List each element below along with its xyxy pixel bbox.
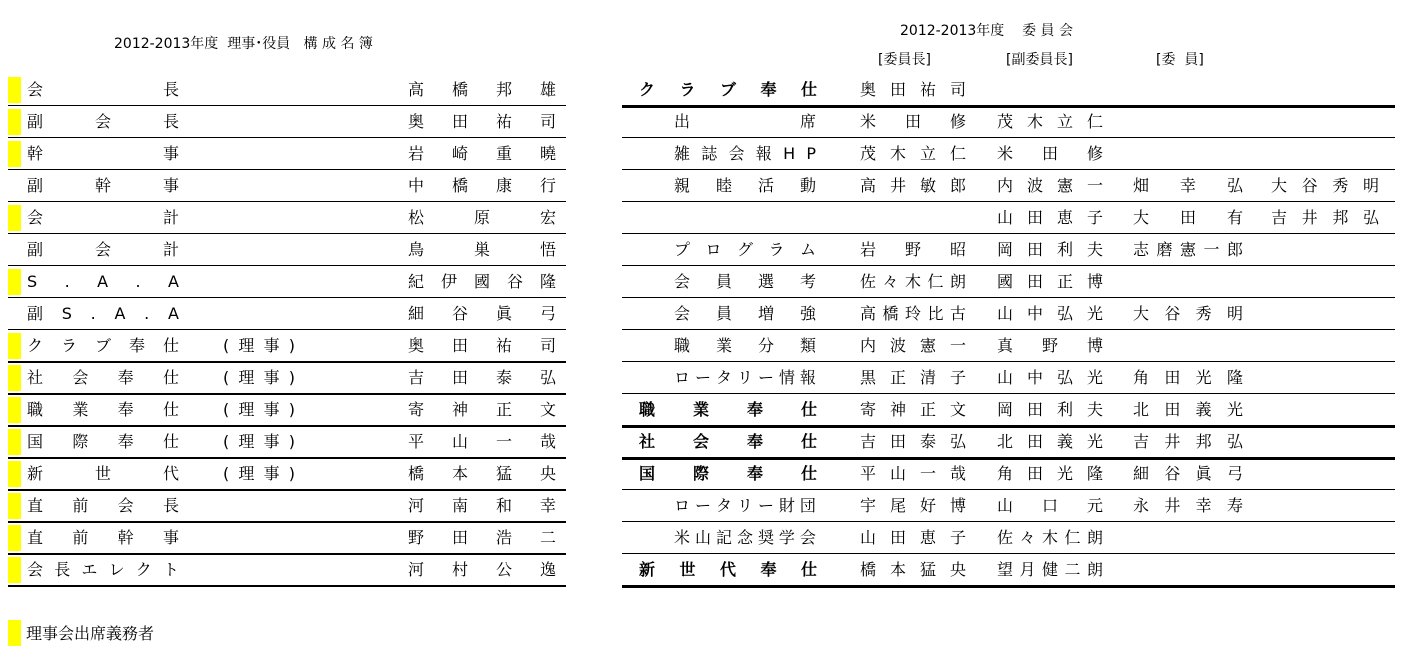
committee-row — [622, 105, 1395, 138]
committee-member-name: 北 田 義 光 — [997, 432, 1103, 451]
required-attendee-marker — [8, 77, 21, 103]
required-attendee-marker — [8, 557, 21, 583]
committee-member-name: 望 月 健 二 朗 — [997, 560, 1103, 579]
committee-category: 社 会 奉 仕 — [639, 432, 817, 451]
board-member-name: 橋 本 猛 央 — [408, 464, 556, 483]
board-note: ( 理 事 ) — [223, 368, 295, 387]
board-note: ( 理 事 ) — [223, 400, 295, 419]
committee-member-name: 佐 々 木 仁 朗 — [860, 272, 966, 291]
committee-subgroup: 会 員 増 強 — [674, 304, 816, 323]
board-position: ク ラ ブ 奉 仕 — [27, 336, 179, 355]
committee-member-name: 角 田 光 隆 — [997, 464, 1103, 483]
board-member-name: 高 橋 邦 雄 — [408, 80, 556, 99]
committee-row — [622, 393, 1395, 428]
committee-subgroup: 雑 誌 会 報 H P — [674, 144, 816, 163]
committee-title: 2012-2013年度 委 員 会 — [900, 23, 1074, 39]
required-attendee-marker — [8, 397, 21, 423]
board-position: 直 前 会 長 — [27, 496, 179, 515]
committee-member-name: 佐 々 木 仁 朗 — [997, 528, 1103, 547]
committee-row — [622, 553, 1395, 588]
board-member-name: 寄 神 正 文 — [408, 400, 556, 419]
board-note: ( 理 事 ) — [223, 432, 295, 451]
board-note: ( 理 事 ) — [223, 464, 295, 483]
header-chair: [委員長] — [878, 52, 931, 68]
committee-member-name: 細 谷 眞 弓 — [1133, 464, 1243, 483]
committee-member-name: 山 口 元 — [997, 496, 1103, 515]
required-attendee-marker — [8, 205, 21, 231]
committee-member-name: 山 中 弘 光 — [997, 368, 1103, 387]
board-row — [8, 233, 566, 266]
board-roster-title: 2012-2013年度 理事･役員 構 成 名 簿 — [114, 36, 373, 52]
board-row — [8, 361, 566, 395]
board-row — [8, 393, 566, 427]
board-member-name: 平 山 一 哉 — [408, 432, 556, 451]
board-row — [8, 137, 566, 170]
committee-member-name: 高 橋 玲 比 古 — [860, 304, 966, 323]
committee-subgroup: ロ ー タ リ ー 財 団 — [674, 496, 816, 515]
committee-row — [622, 297, 1395, 330]
board-row — [8, 169, 566, 202]
committee-member-name: 國 田 正 博 — [997, 272, 1103, 291]
board-member-name: 中 橋 康 行 — [408, 176, 556, 195]
committee-member-name: 吉 井 邦 弘 — [1133, 432, 1243, 451]
board-member-name: 奥 田 祐 司 — [408, 112, 556, 131]
committee-subgroup: プ ロ グ ラ ム — [674, 240, 816, 259]
board-row — [8, 265, 566, 298]
board-row — [8, 329, 566, 363]
required-attendee-marker — [8, 333, 21, 359]
board-row — [8, 297, 566, 330]
board-position: 国 際 奉 仕 — [27, 432, 179, 451]
board-row — [8, 457, 566, 491]
board-row — [8, 489, 566, 523]
required-attendee-marker — [8, 109, 21, 135]
board-member-name: 野 田 浩 二 — [408, 528, 556, 547]
committee-member-name: 黒 正 清 子 — [860, 368, 966, 387]
board-member-name: 河 南 和 幸 — [408, 496, 556, 515]
committee-row — [622, 201, 1395, 234]
committee-member-name: 米 田 修 — [997, 144, 1103, 163]
board-position: 会 長 — [27, 80, 179, 99]
board-note: ( 理 事 ) — [223, 336, 295, 355]
board-row — [8, 105, 566, 138]
board-position: 直 前 幹 事 — [27, 528, 179, 547]
committee-member-name: 永 井 幸 寿 — [1133, 496, 1243, 515]
committee-member-name: 内 波 憲 一 — [860, 336, 966, 355]
committee-member-name: 大 田 有 — [1133, 208, 1243, 227]
committee-subgroup: 会 員 選 考 — [674, 272, 816, 291]
committee-member-name: 岡 田 利 夫 — [997, 400, 1103, 419]
committee-row — [622, 169, 1395, 202]
board-position: 副 会 計 — [27, 240, 179, 259]
committee-member-name: 岡 田 利 夫 — [997, 240, 1103, 259]
board-position: 会 長 エ レ ク ト — [27, 560, 179, 579]
committee-member-name: 茂 木 立 仁 — [997, 112, 1103, 131]
board-position: 社 会 奉 仕 — [27, 368, 179, 387]
committee-subgroup: 米 山 記 念 奨 学 会 — [674, 528, 816, 547]
committee-member-name: 茂 木 立 仁 — [860, 144, 966, 163]
board-member-name: 細 谷 眞 弓 — [408, 304, 556, 323]
committee-member-name: 吉 田 泰 弘 — [860, 432, 966, 451]
board-row — [8, 553, 566, 587]
board-position: 副 会 長 — [27, 112, 179, 131]
board-member-name: 吉 田 泰 弘 — [408, 368, 556, 387]
board-position: 新 世 代 — [27, 464, 179, 483]
committee-category: 職 業 奉 仕 — [639, 400, 817, 419]
required-attendee-marker — [8, 429, 21, 455]
committee-row — [622, 233, 1395, 266]
committee-row — [622, 137, 1395, 170]
required-attendee-marker — [8, 493, 21, 519]
committee-row — [622, 457, 1395, 490]
committee-member-name: 高 井 敏 郎 — [860, 176, 966, 195]
committee-member-name: 吉 井 邦 弘 — [1271, 208, 1379, 227]
board-position: 副 S . A . A — [27, 304, 179, 323]
header-member: [委 員] — [1156, 52, 1204, 68]
board-row — [8, 521, 566, 555]
committee-subgroup: 職 業 分 類 — [674, 336, 816, 355]
committee-member-name: 岩 野 昭 — [860, 240, 966, 259]
board-position: 会 計 — [27, 208, 179, 227]
required-attendee-marker — [8, 269, 21, 295]
board-position: 副 幹 事 — [27, 176, 179, 195]
committee-member-name: 山 中 弘 光 — [997, 304, 1103, 323]
board-member-name: 紀 伊 國 谷 隆 — [408, 272, 556, 291]
committee-row — [622, 361, 1395, 394]
committee-member-name: 大 谷 秀 明 — [1271, 176, 1379, 195]
board-member-name: 松 原 宏 — [408, 208, 556, 227]
board-member-name: 河 村 公 逸 — [408, 560, 556, 579]
header-vice-chair: [副委員長] — [1006, 52, 1073, 68]
committee-row — [622, 425, 1395, 460]
committee-member-name: 橋 本 猛 央 — [860, 560, 966, 579]
board-member-name: 奥 田 祐 司 — [408, 336, 556, 355]
committee-member-name: 北 田 義 光 — [1133, 400, 1243, 419]
committee-member-name: 山 田 恵 子 — [997, 208, 1103, 227]
committee-row — [622, 521, 1395, 554]
required-attendee-marker — [8, 525, 21, 551]
committee-category: ク ラ ブ 奉 仕 — [639, 80, 817, 99]
committee-member-name: 角 田 光 隆 — [1133, 368, 1243, 387]
committee-category: 国 際 奉 仕 — [639, 464, 817, 483]
committee-member-name: 宇 尾 好 博 — [860, 496, 966, 515]
legend-label: 理事会出席義務者 — [26, 624, 155, 643]
legend-marker — [8, 620, 21, 646]
committee-member-name: 山 田 恵 子 — [860, 528, 966, 547]
committee-member-name: 大 谷 秀 明 — [1133, 304, 1243, 323]
committee-member-name: 畑 幸 弘 — [1133, 176, 1243, 195]
board-row — [8, 73, 566, 106]
board-position: S . A . A — [27, 272, 179, 291]
committee-subgroup: 親 睦 活 動 — [674, 176, 816, 195]
committee-member-name: 寄 神 正 文 — [860, 400, 966, 419]
board-position: 幹 事 — [27, 144, 179, 163]
committee-row — [622, 265, 1395, 298]
required-attendee-marker — [8, 461, 21, 487]
committee-category: 新 世 代 奉 仕 — [639, 560, 817, 579]
committee-row — [622, 489, 1395, 522]
board-row — [8, 201, 566, 234]
committee-member-name: 志 磨 憲 一 郎 — [1133, 240, 1243, 259]
required-attendee-marker — [8, 365, 21, 391]
committee-member-name: 内 波 憲 一 — [997, 176, 1103, 195]
committee-subgroup: 出 席 — [674, 112, 816, 131]
committee-member-name: 真 野 博 — [997, 336, 1103, 355]
committee-subgroup: ロ ー タ リ ー 情 報 — [674, 368, 816, 387]
board-position: 職 業 奉 仕 — [27, 400, 179, 419]
board-row — [8, 425, 566, 459]
committee-member-name: 米 田 修 — [860, 112, 966, 131]
committee-row — [622, 73, 1395, 108]
board-member-name: 岩 崎 重 曉 — [408, 144, 556, 163]
committee-member-name: 奥 田 祐 司 — [860, 80, 966, 99]
committee-member-name: 平 山 一 哉 — [860, 464, 966, 483]
required-attendee-marker — [8, 141, 21, 167]
board-member-name: 鳥 巣 悟 — [408, 240, 556, 259]
committee-row — [622, 329, 1395, 362]
